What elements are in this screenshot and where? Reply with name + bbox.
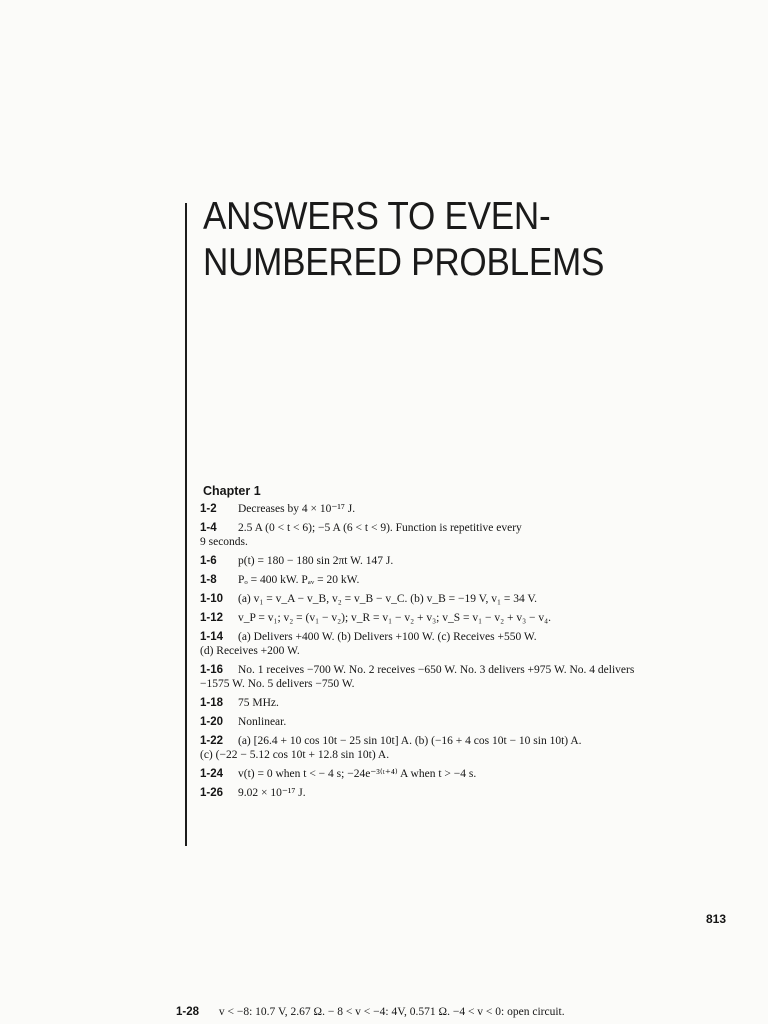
answer-text-continued: −1575 W. No. 5 delivers −750 W. <box>200 678 355 690</box>
answer-entry <box>200 696 730 710</box>
answer-text-continued: (d) Receives +200 W. <box>200 645 300 657</box>
answer-text: v(t) = 0 when t < − 4 s; −24e⁻³⁽ᵗ⁺⁴⁾ A when t > −4 s. <box>238 768 477 780</box>
vertical-rule <box>185 203 187 846</box>
answer-text: (a) [26.4 + 10 cos 10t − 25 sin 10t] A. (b) (−16 + 4 cos 10t − 10 sin 10t) A. <box>238 735 582 747</box>
answer-entry <box>200 521 730 549</box>
answer-number: 1-22 <box>200 735 224 747</box>
answer-text: p(t) = 180 − 180 sin 2πt W. 147 J. <box>238 555 394 567</box>
answer-entry <box>200 554 730 568</box>
answer-text: (a) v₁ = v_A − v_B, v₂ = v_B − v_C. (b) v_B = −19 V, v₁ = 34 V. <box>238 593 538 605</box>
answer-number: 1-18 <box>200 697 224 709</box>
chapter-heading: Chapter 1 <box>203 484 261 498</box>
footer-entry <box>176 1006 565 1018</box>
answer-number: 1-2 <box>200 503 217 515</box>
answer-number: 1-4 <box>200 522 217 534</box>
title-line-1: ANSWERS TO EVEN- <box>203 195 551 238</box>
page-number: 813 <box>706 912 727 926</box>
answer-entry <box>200 734 730 762</box>
answer-number: 1-24 <box>200 768 224 780</box>
answer-entry <box>200 663 730 691</box>
answer-text: Nonlinear. <box>238 716 287 728</box>
page-title <box>203 194 604 286</box>
answer-entry <box>200 573 730 587</box>
answer-number: 1-16 <box>200 664 224 676</box>
answer-entry <box>200 502 730 516</box>
footer-entry-number: 1-28 <box>176 1006 200 1018</box>
answer-text: Decreases by 4 × 10⁻¹⁷ J. <box>238 503 356 515</box>
answer-text: No. 1 receives −700 W. No. 2 receives −650 W. No. 3 delivers +975 W. No. 4 delivers <box>238 664 635 676</box>
answer-entry <box>200 611 730 625</box>
answer-text: 75 MHz. <box>238 697 279 709</box>
answer-entry <box>200 715 730 729</box>
answer-number: 1-14 <box>200 631 224 643</box>
answer-text: Pₒ = 400 kW. Pₐᵥ = 20 kW. <box>238 574 360 586</box>
answer-text: (a) Delivers +400 W. (b) Delivers +100 W. (c) Receives +550 W. <box>238 631 537 643</box>
answer-number: 1-10 <box>200 593 224 605</box>
answer-text-continued: (c) (−22 − 5.12 cos 10t + 12.8 sin 10t) A. <box>200 749 390 761</box>
answer-number: 1-8 <box>200 574 217 586</box>
answer-number: 1-26 <box>200 787 224 799</box>
answer-entry <box>200 592 730 606</box>
answer-text-continued: 9 seconds. <box>200 536 248 548</box>
answer-text: 9.02 × 10⁻¹⁷ J. <box>238 787 306 799</box>
answer-entry <box>200 630 730 658</box>
answer-entry <box>200 767 730 781</box>
answer-number: 1-12 <box>200 612 224 624</box>
answer-number: 1-20 <box>200 716 224 728</box>
answer-text: 2.5 A (0 < t < 6); −5 A (6 < t < 9). Function is repetitive every <box>238 522 522 534</box>
answer-entry <box>200 786 730 800</box>
footer-entry-text: v < −8: 10.7 V, 2.67 Ω. − 8 < v < −4: 4V, 0.571 Ω. −4 < v < 0: open circuit. <box>218 1006 565 1018</box>
answer-text: v_P = v₁; v₂ = (v₁ − v₂); v_R = v₁ − v₂ + v₃; v_S = v₁ − v₂ + v₃ − v₄. <box>238 612 551 624</box>
answer-number: 1-6 <box>200 555 217 567</box>
title-line-2: NUMBERED PROBLEMS <box>203 241 605 284</box>
answer-list <box>200 502 730 805</box>
